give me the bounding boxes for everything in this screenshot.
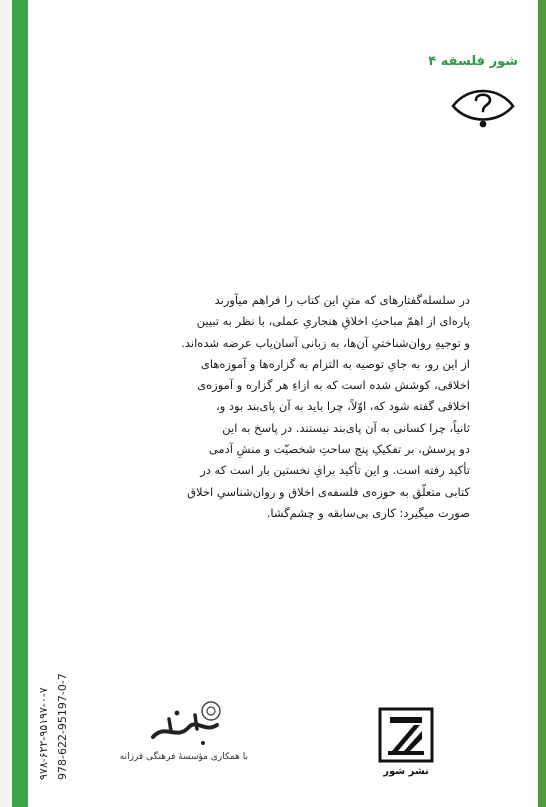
partner-caption: با همکاری مؤسسهٔ فرهنگی فرزانه [119, 752, 248, 762]
right-edge-strip [538, 0, 546, 807]
eye-question-icon [448, 80, 518, 132]
series-title: شور فلسفه ۴ [428, 54, 518, 69]
isbn-latin: 978-622-95197-0-7 [56, 673, 69, 780]
blurb-line: و توجیهِ روان‌شناختیِ آن‌ها، به زبانی آسان‌یاب عرضه شده‌اند. [181, 335, 470, 350]
blurb-line: صورت میگیرد: کاری بی‌سابقه و چشم‌گشا. [266, 505, 470, 520]
blurb-line: از این رو، به جایِ توصیه به التزام به گزاره‌ها و آموزه‌های [200, 356, 470, 371]
farzan-logo [147, 697, 227, 759]
spine-green-band [12, 0, 28, 807]
blurb-line: ثانیاً، چرا کسانی به آن پای‌بند نیستند. در پاسخ به این [222, 420, 470, 435]
blurb-line: اخلاقی گفته شود که، اوّلاً، چرا باید به آن پای‌بند بود و، [216, 399, 470, 414]
shour-publisher-logo [378, 707, 434, 763]
blurb-line: تأکید رفته است. و این تأکید برایِ نخستین بار است که در [200, 463, 470, 478]
isbn-persian: ۹۷۸-۶۲۲-۹۵۱۹۷-۰-۷ [37, 687, 50, 780]
blurb-line: اخلاقی، کوشش شده است که به ازاءِ هر گزاره و آموزه‌ی [197, 378, 470, 393]
back-cover-blurb [140, 290, 470, 524]
left-margin [0, 0, 12, 807]
blurb-line: کتابی متعلّق به حوزه‌ی فلسفه‌ی اخلاق و روان‌شناسیِ اخلاق [187, 484, 470, 499]
blurb-line: در سلسله‌گفتارهای که متنِ این کتاب را فراهم میآورند [214, 293, 470, 307]
blurb-line: پاره‌ای از اهمّ مباحثِ اخلاقِ هنجاریِ عملی، با نظر به تبیین [196, 314, 470, 329]
publisher-name: نشر شور [383, 766, 429, 777]
blurb-line: دو پرسش، بر تفکیکِ پنج ساحتِ شخصیّت و منشِ آدمی [208, 442, 470, 457]
